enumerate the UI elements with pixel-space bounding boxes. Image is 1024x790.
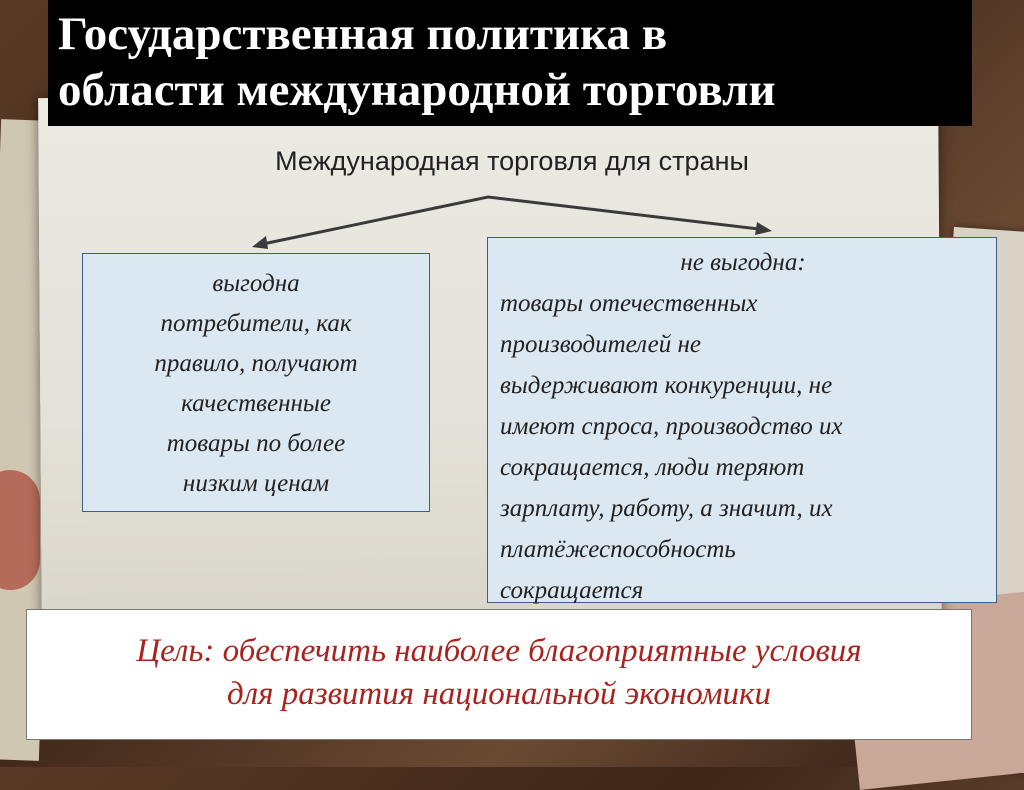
diagram-root-label: Международная торговля для страны [275,146,749,176]
benefit-line: качественные [181,390,331,417]
arrowhead-left [252,236,268,249]
drawback-box [487,237,997,603]
drawback-line: платёжеспособность [500,536,736,563]
arrowhead-right [755,222,772,235]
benefit-line: товары по более [166,430,346,457]
goal-line-1: Цель: обеспечить наиболее благоприятные условия [136,633,862,669]
drawback-heading: не выгодна: [680,249,806,276]
benefit-line: низким ценам [182,470,330,497]
benefit-line: потребители, как [160,310,352,337]
title-line-2: области международной торговли [58,64,776,116]
benefit-line: выгодна [212,270,300,297]
drawback-line: выдерживают конкуренции, не [500,372,833,399]
drawback-line: производителей не [500,331,701,358]
drawback-line: товары отечественных [500,290,758,317]
goal-box [26,609,972,740]
title-line-1: Государственная политика в [58,8,668,60]
drawback-line: сокращается [500,577,644,604]
drawback-line: зарплату, работу, а значит, их [500,495,833,522]
drawback-line: сокращается, люди теряют [500,454,805,481]
benefit-box [82,253,430,512]
drawback-line: имеют спроса, производство их [500,413,843,440]
benefit-line: правило, получают [154,350,358,377]
goal-line-2: для развития национальной экономики [227,676,771,712]
